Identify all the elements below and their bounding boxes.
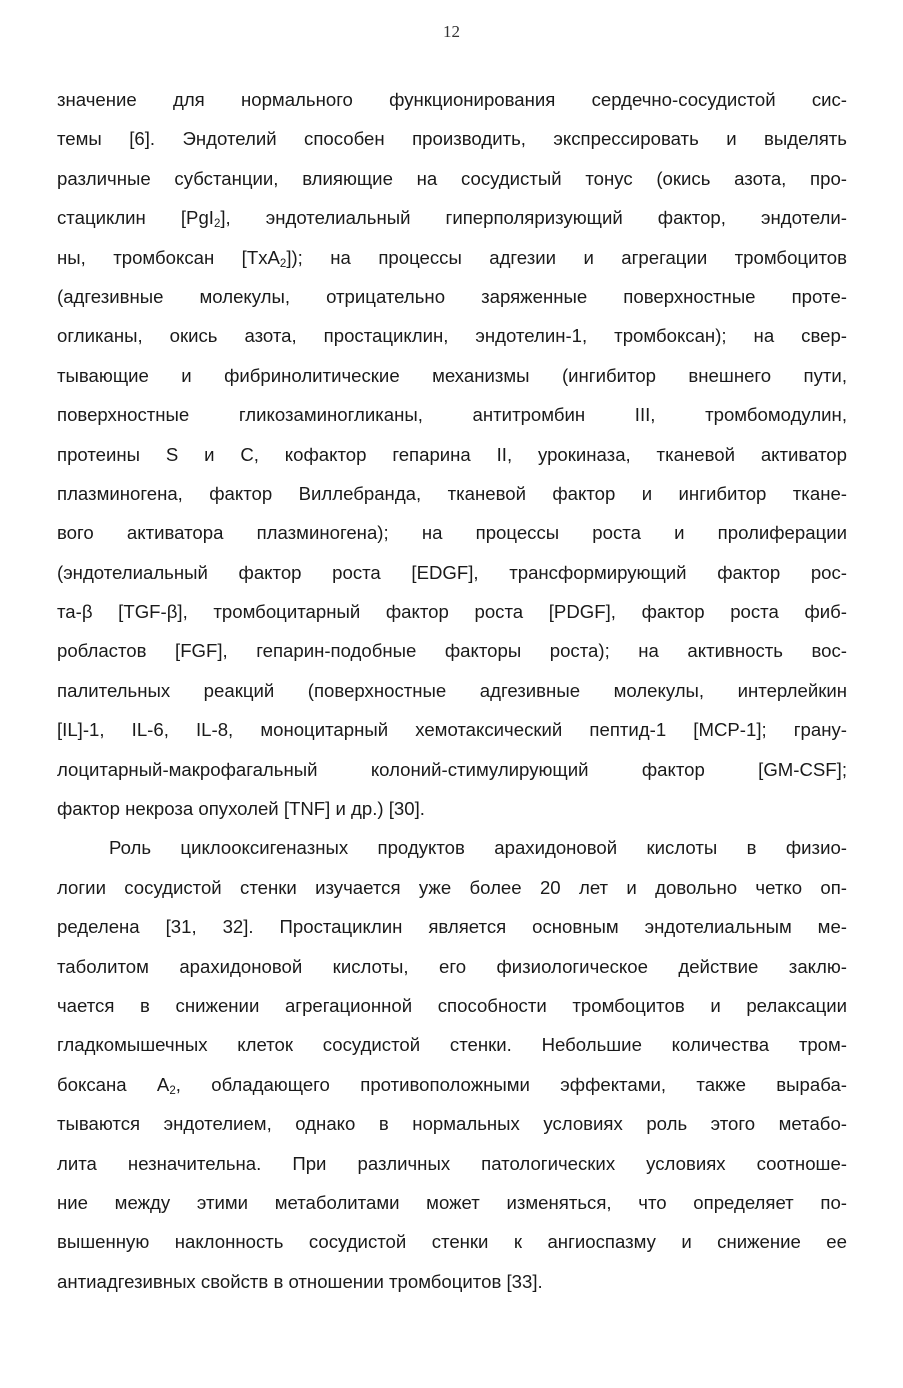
text-line: (эндотелиальный фактор роста [EDGF], трансформирующий фактор рос- xyxy=(57,561,847,583)
paragraph xyxy=(57,80,847,828)
text-line: [IL]-1, IL-6, IL-8, моноцитарный хемотаксический пептид-1 [MCP-1]; грану- xyxy=(57,719,847,741)
text-line: тывающие и фибринолитические механизмы (ингибитор внешнего пути, xyxy=(57,364,847,386)
text-line: палительных реакций (поверхностные адгезивные молекулы, интерлейкин xyxy=(57,679,847,701)
body-text xyxy=(57,80,847,1301)
text-line: протеины S и C, кофактор гепарина II, урокиназа, тканевой активатор xyxy=(57,443,847,465)
text-line: ределена [31, 32]. Простациклин является основным эндотелиальным ме- xyxy=(57,916,847,938)
text-line: огликаны, окись азота, простациклин, эндотелин-1, тромбоксан); на свер- xyxy=(57,325,847,347)
text-line: робластов [FGF], гепарин-подобные факторы роста); на активность вос- xyxy=(57,640,847,662)
text-line: плазминогена, фактор Виллебранда, тканевой фактор и ингибитор ткане- xyxy=(57,482,847,504)
text-line: ние между этими метаболитами может изменяться, что определяет по- xyxy=(57,1191,847,1213)
text-line: значение для нормального функционирования сердечно-сосудистой сис- xyxy=(57,89,847,110)
text-line: ны, тромбоксан [TxA$_2$]); на процессы адгезии и агрегации тромбоцитов xyxy=(57,246,847,270)
text-line: фактор некроза опухолей [TNF] и др.) [30]. xyxy=(57,798,425,820)
text-line: вого активатора плазминогена); на процессы роста и пролиферации xyxy=(57,522,847,544)
page-number: 12 xyxy=(443,22,460,41)
text-line: стациклин [PgI$_2$], эндотелиальный гиперполяризующий фактор, эндотели- xyxy=(57,207,847,231)
text-line: чается в снижении агрегационной способности тромбоцитов и релаксации xyxy=(57,994,847,1016)
text-line: Роль циклооксигеназных продуктов арахидоновой кислоты в физио- xyxy=(109,837,847,859)
text-line: та-β [TGF-β], тромбоцитарный фактор роста [PDGF], фактор роста фиб- xyxy=(57,601,847,623)
text-line: лоцитарный-макрофагальный колоний-стимулирующий фактор [GM-CSF]; xyxy=(57,758,847,780)
text-line: логии сосудистой стенки изучается уже более 20 лет и довольно четко оп- xyxy=(57,876,847,898)
paragraph xyxy=(57,828,847,1301)
text-line: гладкомышечных клеток сосудистой стенки. Небольшие количества тром- xyxy=(57,1034,847,1056)
text-line: различные субстанции, влияющие на сосудистый тонус (окись азота, про- xyxy=(57,167,847,189)
text-line: тываются эндотелием, однако в нормальных условиях роль этого метабо- xyxy=(57,1113,847,1135)
text-line: (адгезивные молекулы, отрицательно заряженные поверхностные протe- xyxy=(57,285,847,307)
text-line: боксана $A_2$, обладающего противоположными эффектами, также выраба- xyxy=(57,1073,847,1097)
text-line: лита незначительна. При различных патологических условиях соотноше- xyxy=(57,1152,847,1174)
text-line: антиадгезивных свойств в отношении тромбоцитов [33]. xyxy=(57,1270,543,1292)
text-line: вышенную наклонность сосудистой стенки к ангиоспазму и снижение ее xyxy=(57,1231,847,1253)
text-line: таболитом арахидоновой кислоты, его физиологическое действие заклю- xyxy=(57,955,847,977)
text-line: темы [6]. Эндотелий способен производить, экспрессировать и выделять xyxy=(57,128,847,150)
text-line: поверхностные гликозаминогликаны, антитромбин III, тромбомодулин, xyxy=(57,404,847,426)
